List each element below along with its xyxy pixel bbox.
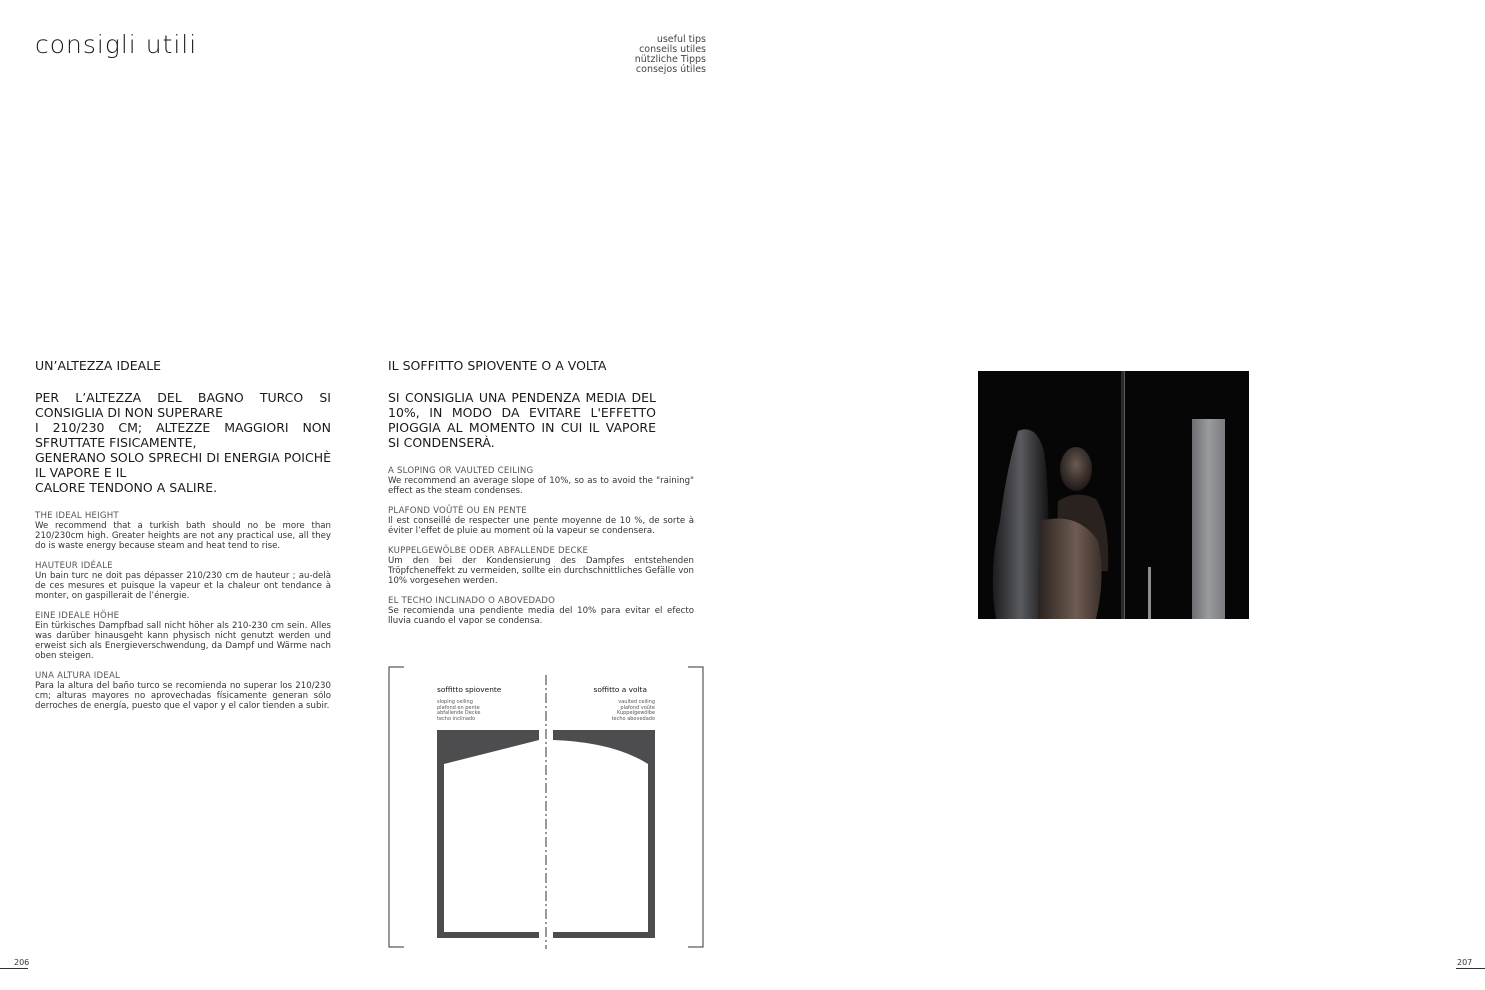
block-text: Il est conseillé de respecter une pente moyenne de 10 %, de sorte à éviter l’effet de pluie au moment où la vapeur se condensera. (388, 516, 694, 536)
steam-bath-photo (978, 371, 1249, 619)
shoulder-shape (1038, 519, 1102, 620)
sub-label: plafond voûte (620, 704, 655, 711)
section-heading: IL SOFFITTO SPIOVENTE O A VOLTA (388, 358, 607, 373)
sloping-ceiling-label: soffitto spiovente (437, 685, 502, 694)
light-panel (1192, 419, 1225, 619)
sub-label: plafond en pente (437, 704, 480, 711)
block-heading: HAUTEUR IDÉALE (35, 561, 113, 571)
title-translations (560, 35, 706, 75)
sub-label: vaulted ceiling (618, 699, 655, 705)
block-text: We recommend an average slope of 10%, so as to avoid the "raining" effect as the steam condenses. (388, 476, 694, 496)
translation-block-fr (388, 506, 694, 536)
subtitle-fr: conseils utiles (639, 44, 706, 55)
bracket-right (688, 667, 703, 947)
subtitle-en: useful tips (656, 34, 706, 45)
section-heading: UN’ALTEZZA IDEALE (35, 358, 162, 373)
subtitle-de: nützliche Tipps (634, 54, 706, 65)
block-text: Um den bei der Kondensierung des Dampfes entstehenden Tröpfcheneffekt zu vermeiden, sollte ein durchschnittliches Gefälle von 10% vorgesehen werden. (388, 556, 694, 586)
section-lead-text: PER L’ALTEZZA DEL BAGNO TURCO SI CONSIGLIA DI NON SUPERARE I 210/230 CM; ALTEZZE MAGGIORI NON SFRUTTATE FISICAMENTE, GENERANO SOLO SPRECHI DI ENERGIA POICHÈ IL VAPORE E IL CALORE TENDONO A SALIRE. (35, 390, 331, 495)
vaulted-room-shape (553, 730, 655, 938)
sloping-room-shape (437, 730, 539, 938)
door-handle (1148, 567, 1151, 619)
block-heading: UNA ALTURA IDEAL (35, 671, 121, 681)
section-lead-text: SI CONSIGLIA UNA PENDENZA MEDIA DEL 10%, IN MODO DA EVITARE L'EFFETTO PIOGGIA AL MOMENTO IN CUI IL VAPORE SI CONDENSERÀ. (388, 390, 656, 450)
ceiling-diagram (387, 665, 705, 949)
translation-block-en (388, 466, 694, 496)
photo-drawing (978, 371, 1249, 619)
ceiling-diagram-drawing (387, 665, 705, 949)
block-heading: PLAFOND VOÛTÉ OU EN PENTE (388, 506, 527, 516)
glass-edge (1121, 371, 1124, 619)
page-title: consigli utili (35, 30, 198, 59)
translation-block-es (388, 596, 694, 626)
ideal-height-section (35, 358, 331, 721)
page-number-left: 206 (14, 958, 30, 967)
block-text: Ein türkisches Dampfbad sall nicht höher als 210-230 cm sein. Alles was darüber hinausgeht kann physisch nicht genutzt werden und erweist sich als Energieverschwendung, da Dampf und Wärme nach oben steigen. (35, 621, 331, 661)
block-heading: KUPPELGEWÖLBE ODER ABFALLENDE DECKE (388, 546, 589, 556)
page-number-rule-left (0, 968, 28, 969)
glass-highlight (1124, 371, 1125, 619)
vaulted-ceiling-translations (577, 700, 655, 722)
page-number-right: 207 (1457, 958, 1473, 967)
translation-block-de (388, 546, 694, 586)
subtitle-es: consejos útiles (635, 64, 706, 75)
sub-label: sloping ceiling (437, 699, 473, 705)
translation-block-fr (35, 561, 331, 601)
block-text: Se recomienda una pendiente media del 10% para evitar el efecto lluvia cuando el vapor se condensa. (388, 606, 694, 626)
block-text: Para la altura del baño turco se recomienda no superar los 210/230 cm; alturas mayores no aprovechadas físicamente generan sólo derroches de energía, puesto que el vapor y el calor tienden a subir. (35, 681, 331, 711)
ceiling-section (388, 358, 694, 636)
sub-label: techo inclinado (437, 715, 476, 722)
bracket-left (389, 667, 404, 947)
block-text: We recommend that a turkish bath should no be more than 210/230cm high. Greater heights are not any practical use, all they do is waste energy because steam and heat tend to rise. (35, 521, 331, 551)
sub-label: abfallende Decke (437, 710, 481, 716)
sub-label: techo abovedado (611, 715, 655, 722)
block-heading: THE IDEAL HEIGHT (35, 511, 119, 521)
block-heading: A SLOPING OR VAULTED CEILING (388, 466, 534, 476)
sloping-ceiling-translations (437, 700, 480, 722)
page-number-rule-right (1456, 968, 1485, 969)
vaulted-ceiling-label: soffitto a volta (593, 685, 647, 694)
block-heading: EINE IDEALE HÖHE (35, 611, 120, 621)
block-heading: EL TECHO INCLINADO O ABOVEDADO (388, 596, 556, 606)
sub-label: Kuppelgewölbe (616, 710, 655, 716)
reflection-face (1060, 447, 1092, 491)
translation-block-de (35, 611, 331, 661)
translation-block-es (35, 671, 331, 711)
translation-block-en (35, 511, 331, 551)
block-text: Un bain turc ne doit pas dépasser 210/230 cm de hauteur ; au-delà de ces mesures et puisque la vapeur et la chaleur ont tendance à monter, on gaspillerait de l’énergie. (35, 571, 331, 601)
